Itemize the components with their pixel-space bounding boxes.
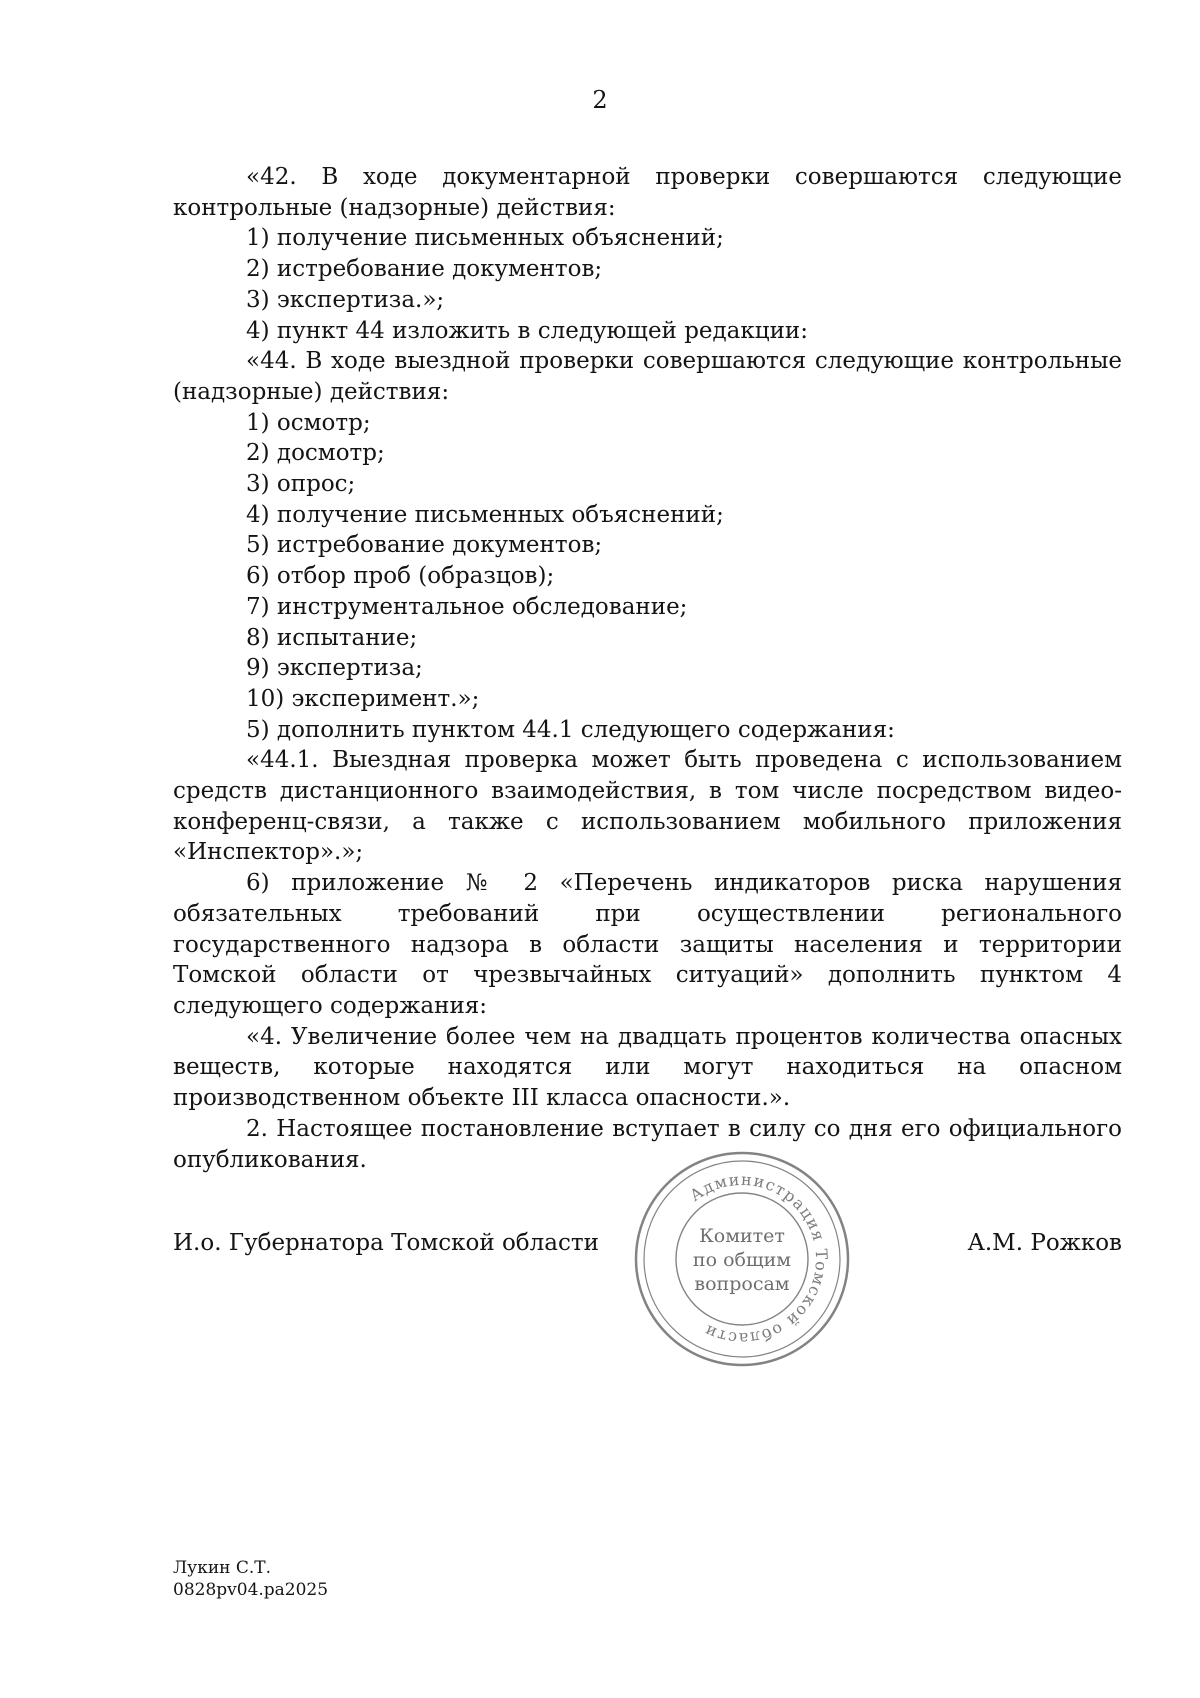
seal-stamp bbox=[631, 1148, 853, 1370]
list-item: 3) опрос; bbox=[246, 471, 356, 498]
list-item: 2) истребование документов; bbox=[246, 256, 603, 283]
list-item: 1) получение письменных объяснений; bbox=[246, 225, 724, 252]
signer-title: И.о. Губернатора Томской области bbox=[173, 1230, 599, 1256]
svg-text:вопросам: вопросам bbox=[694, 1273, 790, 1295]
document-body bbox=[173, 162, 1122, 1175]
paragraph-44-1: «44.1. Выездная проверка может быть проведена с использованием средств дистанционного взаимодействия, в том числе посредством видео-конференц-связи, а также с использованием мобильного приложения «Инспектор».»; bbox=[173, 747, 1122, 866]
list-item: 10) эксперимент.»; bbox=[246, 685, 480, 712]
list-item: 2) досмотр; bbox=[246, 440, 385, 467]
svg-text:Администрация Томской области: Администрация Томской области bbox=[686, 1169, 832, 1349]
list-item: 1) осмотр; bbox=[246, 409, 371, 436]
signer-name: А.М. Рожков bbox=[967, 1230, 1122, 1256]
paragraph-42: «42. В ходе документарной проверки совершаются следующие контрольные (надзорные) действия: bbox=[173, 164, 1122, 221]
document-footer bbox=[173, 1557, 328, 1601]
list-item: 3) экспертиза.»; bbox=[246, 286, 445, 313]
paragraph-4: «4. Увеличение более чем на двадцать процентов количества опасных веществ, которые находятся или могут находиться на опасном производственном объекте III класса опасности.». bbox=[173, 1023, 1122, 1112]
list-item: 4) получение письменных объяснений; bbox=[246, 501, 724, 528]
list-item: 9) экспертиза; bbox=[246, 655, 423, 682]
list-item: 8) испытание; bbox=[246, 624, 418, 651]
document-code: 0828pv04.pa2025 bbox=[173, 1580, 329, 1600]
amendment-item: 4) пункт 44 изложить в следующей редакции: bbox=[246, 317, 808, 344]
svg-text:Комитет: Комитет bbox=[699, 1225, 785, 1247]
list-item: 6) отбор проб (образцов); bbox=[246, 563, 555, 590]
amendment-item: 6) приложение № 2 «Перечень индикаторов риска нарушения обязательных требований при осуществлении регионального государственного надзора в области защиты населения и территории Томской области от чрезвычайных ситуаций» дополнить пунктом 4 следующего содержания: bbox=[173, 870, 1122, 1019]
page-number: 2 bbox=[592, 86, 608, 114]
executor-name: Лукин С.Т. bbox=[173, 1558, 272, 1578]
svg-text:по общим: по общим bbox=[692, 1249, 792, 1271]
amendment-item: 5) дополнить пунктом 44.1 следующего содержания: bbox=[246, 716, 895, 743]
list-item: 7) инструментальное обследование; bbox=[246, 593, 688, 620]
paragraph-effective-date: 2. Настоящее постановление вступает в силу со дня его официального опубликования. bbox=[173, 1115, 1122, 1173]
list-item: 5) истребование документов; bbox=[246, 532, 603, 559]
paragraph-44: «44. В ходе выездной проверки совершаются следующие контрольные (надзорные) действия: bbox=[173, 348, 1122, 405]
